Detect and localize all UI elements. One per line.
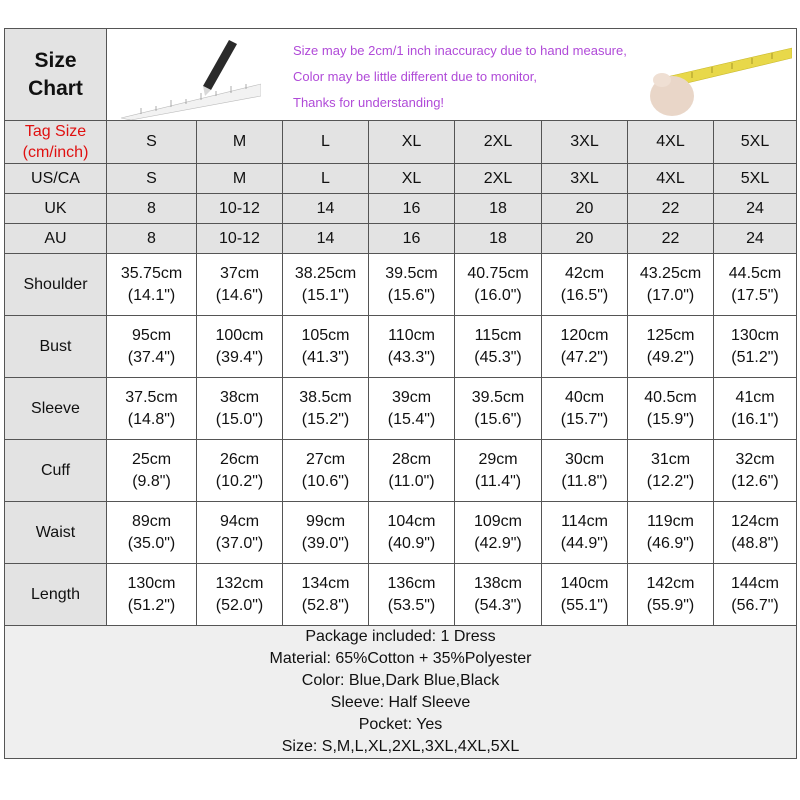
measurement-cell	[197, 254, 283, 316]
measurement-inch: (14.6")	[215, 286, 264, 304]
measurement-cell	[283, 254, 369, 316]
measurement-cm: 94cm	[219, 512, 260, 530]
region-size-cell: 14	[283, 194, 369, 224]
measurement-cell	[369, 440, 455, 502]
measurement-inch: (9.8")	[132, 472, 171, 490]
measurement-cm: 130cm	[127, 574, 176, 592]
region-size-cell: M	[197, 164, 283, 194]
measurement-inch: (12.6")	[731, 472, 779, 490]
measurement-label: Shoulder	[5, 254, 107, 316]
region-row	[5, 194, 797, 224]
region-row	[5, 224, 797, 254]
measurement-row	[5, 564, 797, 626]
info-line: Sleeve: Half Sleeve	[330, 694, 471, 711]
measurement-inch: (15.0")	[215, 410, 264, 428]
measurement-inch: (14.8")	[127, 410, 176, 428]
measurement-cm: 134cm	[301, 574, 350, 592]
measurement-cm: 115cm	[474, 326, 522, 344]
measurement-cell	[107, 440, 197, 502]
measurement-inch: (44.9")	[560, 534, 609, 552]
measurement-inch: (16.1")	[731, 410, 779, 428]
measurement-inch: (55.1")	[560, 596, 609, 614]
region-size-cell: 8	[107, 194, 197, 224]
measurement-cm: 142cm	[646, 574, 695, 592]
measurement-label: Length	[5, 564, 107, 626]
measurement-label: Sleeve	[5, 378, 107, 440]
info-line: Color: Blue,Dark Blue,Black	[301, 672, 500, 689]
region-row	[5, 164, 797, 194]
measurement-cell	[369, 378, 455, 440]
region-label: AU	[5, 224, 107, 254]
measurement-cm: 38.5cm	[299, 388, 352, 406]
measurement-cm: 37cm	[219, 264, 260, 282]
measurement-cm: 35.75cm	[120, 264, 183, 282]
measurement-cm: 42cm	[564, 264, 605, 282]
region-size-cell: 10-12	[197, 194, 283, 224]
measurement-inch: (10.6")	[301, 472, 350, 490]
measurement-cell	[369, 316, 455, 378]
measurement-cell	[628, 316, 714, 378]
measurement-cm: 37.5cm	[125, 388, 178, 406]
region-size-cell: 24	[714, 224, 797, 254]
measurement-cell	[283, 316, 369, 378]
measurement-cell	[455, 378, 542, 440]
measurement-cell	[107, 564, 197, 626]
region-size-cell: 14	[283, 224, 369, 254]
measurement-cm: 40.5cm	[644, 388, 697, 406]
measurement-cell	[714, 440, 797, 502]
measurement-cm: 95cm	[131, 326, 172, 344]
tag-size-label: Tag Size	[24, 123, 87, 140]
measurement-cell	[283, 502, 369, 564]
measurement-inch: (37.4")	[127, 348, 176, 366]
measurement-inch: (54.3")	[474, 596, 522, 614]
measurement-cm: 30cm	[564, 450, 605, 468]
measurement-cm: 38cm	[219, 388, 260, 406]
measurement-inch: (17.5")	[731, 286, 779, 304]
measurement-cell	[283, 564, 369, 626]
measurement-inch: (15.4")	[387, 410, 436, 428]
measurement-cell	[628, 440, 714, 502]
measurement-cm: 32cm	[735, 450, 775, 468]
size-header-cell: 4XL	[628, 121, 714, 164]
measurement-cell	[197, 564, 283, 626]
product-info	[5, 626, 797, 759]
measurement-inch: (16.0")	[474, 286, 522, 304]
measurement-cell	[714, 502, 797, 564]
measurement-label: Cuff	[5, 440, 107, 502]
measurement-cm: 39.5cm	[385, 264, 438, 282]
measurement-cell	[197, 440, 283, 502]
measurement-cell	[628, 378, 714, 440]
measurement-cm: 25cm	[131, 450, 172, 468]
measurement-inch: (41.3")	[301, 348, 350, 366]
measurement-row	[5, 502, 797, 564]
measurement-inch: (15.6")	[387, 286, 436, 304]
region-size-cell: 4XL	[628, 164, 714, 194]
size-header-cell: S	[107, 121, 197, 164]
measurement-cm: 136cm	[387, 574, 436, 592]
measurement-cm: 27cm	[305, 450, 346, 468]
measurement-inch: (45.3")	[474, 348, 522, 366]
measurement-row	[5, 378, 797, 440]
region-size-cell: 18	[455, 194, 542, 224]
measurement-cm: 119cm	[647, 512, 694, 530]
measurement-cm: 124cm	[730, 512, 780, 530]
region-size-cell: 22	[628, 194, 714, 224]
region-size-cell: 10-12	[197, 224, 283, 254]
measurement-inch: (37.0")	[215, 534, 264, 552]
region-size-cell: 20	[542, 194, 628, 224]
measurement-inch: (52.8")	[301, 596, 350, 614]
measurement-inch: (15.7")	[560, 410, 609, 428]
measurement-inch: (11.4")	[474, 472, 522, 490]
measurement-inch: (35.0")	[127, 534, 176, 552]
measurement-cm: 31cm	[650, 450, 691, 468]
measurement-cm: 140cm	[560, 574, 609, 592]
measurement-label: Waist	[5, 502, 107, 564]
measurement-cell	[369, 564, 455, 626]
measurement-cell	[714, 378, 797, 440]
measurement-inch: (10.2")	[215, 472, 264, 490]
measurement-cm: 44.5cm	[728, 264, 782, 282]
note-line-1: Size may be 2cm/1 inch inaccuracy due to hand measure,	[293, 42, 627, 58]
ruler-pen-illustration	[111, 34, 261, 120]
measurement-cell	[542, 502, 628, 564]
measurement-inch: (48.8")	[731, 534, 779, 552]
measurement-cm: 43.25cm	[639, 264, 702, 282]
size-header-cell: 5XL	[714, 121, 797, 164]
notice-banner	[107, 29, 797, 121]
region-size-cell: 8	[107, 224, 197, 254]
measurement-label: Bust	[5, 316, 107, 378]
note-line-2: Color may be little different due to monitor,	[293, 68, 537, 84]
measurement-cell	[542, 378, 628, 440]
measurement-inch: (11.8")	[561, 472, 608, 490]
size-header-cell: 2XL	[455, 121, 542, 164]
measurement-inch: (15.6")	[474, 410, 522, 428]
measurement-cell	[714, 316, 797, 378]
region-size-cell: 2XL	[455, 164, 542, 194]
measurement-inch: (15.2")	[301, 410, 350, 428]
measurement-inch: (11.0")	[388, 472, 435, 490]
region-size-cell: 22	[628, 224, 714, 254]
measuring-tape-hand-illustration	[642, 34, 792, 120]
region-size-cell: 3XL	[542, 164, 628, 194]
measurement-cell	[455, 440, 542, 502]
info-line: Pocket: Yes	[358, 716, 443, 733]
measurement-cell	[369, 254, 455, 316]
measurement-cm: 110cm	[388, 326, 435, 344]
measurement-inch: (56.7")	[731, 596, 779, 614]
measurement-cell	[628, 502, 714, 564]
measurement-inch: (17.0")	[646, 286, 695, 304]
measurement-inch: (46.9")	[646, 534, 695, 552]
measurement-inch: (51.2")	[127, 596, 176, 614]
measurement-inch: (42.9")	[474, 534, 522, 552]
measurement-inch: (51.2")	[731, 348, 779, 366]
measurement-cell	[197, 378, 283, 440]
title-line-1: Size	[34, 48, 77, 72]
measurement-cm: 138cm	[473, 574, 523, 592]
measurement-cell	[107, 254, 197, 316]
size-header-cell: XL	[369, 121, 455, 164]
measurement-cell	[628, 564, 714, 626]
measurement-cm: 125cm	[646, 326, 695, 344]
tag-size-unit: (cm/inch)	[22, 144, 89, 161]
measurement-cm: 40cm	[564, 388, 605, 406]
measurement-inch: (53.5")	[387, 596, 436, 614]
measurement-cell	[455, 316, 542, 378]
measurement-inch: (52.0")	[215, 596, 264, 614]
measurement-cm: 39.5cm	[471, 388, 525, 406]
region-size-cell: 18	[455, 224, 542, 254]
measurement-cell	[369, 502, 455, 564]
measurement-cm: 132cm	[215, 574, 264, 592]
measurement-cell	[628, 254, 714, 316]
region-size-cell: 16	[369, 224, 455, 254]
region-size-cell: 16	[369, 194, 455, 224]
measurement-cm: 144cm	[730, 574, 780, 592]
measurement-cell	[455, 502, 542, 564]
measurement-cell	[542, 564, 628, 626]
size-header-cell: M	[197, 121, 283, 164]
info-line: Material: 65%Cotton + 35%Polyester	[269, 650, 532, 667]
measurement-cell	[107, 502, 197, 564]
measurement-cm: 105cm	[301, 326, 350, 344]
size-header-cell: L	[283, 121, 369, 164]
measurement-row	[5, 440, 797, 502]
measurement-cell	[455, 564, 542, 626]
measurement-cm: 120cm	[560, 326, 609, 344]
measurement-cell	[542, 254, 628, 316]
measurement-row	[5, 316, 797, 378]
info-line: Package included: 1 Dress	[305, 628, 496, 645]
region-size-cell: 24	[714, 194, 797, 224]
measurement-cm: 41cm	[735, 388, 775, 406]
measurement-cm: 109cm	[473, 512, 523, 530]
region-label: US/CA	[5, 164, 107, 194]
measurement-cell	[107, 316, 197, 378]
region-size-cell: XL	[369, 164, 455, 194]
measurement-cell	[107, 378, 197, 440]
measurement-inch: (55.9")	[646, 596, 695, 614]
region-size-cell: 20	[542, 224, 628, 254]
measurement-cm: 114cm	[561, 512, 608, 530]
measurement-cm: 38.25cm	[294, 264, 357, 282]
note-line-3: Thanks for understanding!	[293, 94, 445, 110]
measurement-inch: (49.2")	[646, 348, 695, 366]
measurement-cell	[283, 440, 369, 502]
title-line-2: Chart	[28, 76, 83, 100]
measurement-inch: (43.3")	[387, 348, 436, 366]
measurement-cell	[197, 502, 283, 564]
measurement-cm: 130cm	[730, 326, 780, 344]
size-header-cell: 3XL	[542, 121, 628, 164]
measurement-cm: 100cm	[215, 326, 264, 344]
measurement-inch: (39.4")	[215, 348, 264, 366]
measurement-inch: (14.1")	[127, 286, 176, 304]
measurement-cell	[455, 254, 542, 316]
measurement-cm: 26cm	[219, 450, 260, 468]
measurement-inch: (39.0")	[301, 534, 350, 552]
measurement-cell	[714, 564, 797, 626]
region-size-cell: S	[107, 164, 197, 194]
measurement-inch: (40.9")	[387, 534, 436, 552]
tag-size-header	[5, 121, 107, 164]
measurement-cell	[542, 316, 628, 378]
measurement-inch: (15.9")	[646, 410, 695, 428]
size-chart-table	[4, 28, 797, 759]
measurement-inch: (47.2")	[560, 348, 609, 366]
measurement-cm: 99cm	[305, 512, 346, 530]
region-label: UK	[5, 194, 107, 224]
measurement-cell	[283, 378, 369, 440]
measurement-cell	[714, 254, 797, 316]
measurement-cell	[197, 316, 283, 378]
measurement-inch: (12.2")	[646, 472, 695, 490]
measurement-cm: 28cm	[391, 450, 432, 468]
region-size-cell: 5XL	[714, 164, 797, 194]
measurement-cm: 104cm	[387, 512, 436, 530]
measurement-cm: 89cm	[131, 512, 172, 530]
measurement-cm: 40.75cm	[467, 264, 529, 282]
measurement-cm: 29cm	[478, 450, 518, 468]
size-chart-title	[5, 29, 107, 121]
measurement-inch: (15.1")	[301, 286, 350, 304]
measurement-row	[5, 254, 797, 316]
measurement-inch: (16.5")	[560, 286, 609, 304]
measurement-cell	[542, 440, 628, 502]
info-line: Size: S,M,L,XL,2XL,3XL,4XL,5XL	[281, 738, 520, 755]
region-size-cell: L	[283, 164, 369, 194]
measurement-cm: 39cm	[391, 388, 432, 406]
